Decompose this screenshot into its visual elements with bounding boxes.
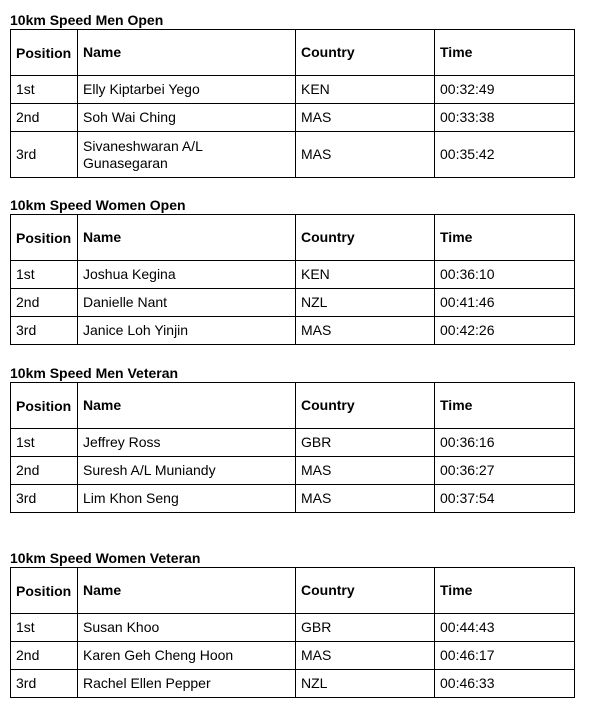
cell-name: Karen Geh Cheng Hoon (78, 642, 296, 670)
cell-name: Janice Loh Yinjin (78, 317, 296, 345)
cell-position: 1st (11, 261, 78, 289)
cell-name: Danielle Nant (78, 289, 296, 317)
results-table (10, 29, 575, 178)
header-row (11, 30, 575, 76)
table-row (11, 261, 575, 289)
cell-position: 2nd (11, 642, 78, 670)
cell-time: 00:46:33 (435, 670, 575, 698)
header-row (11, 568, 575, 614)
results-table (10, 382, 575, 513)
table-row (11, 76, 575, 104)
results-table (10, 567, 575, 698)
table-row (11, 104, 575, 132)
table-row (11, 457, 575, 485)
cell-name: Sivaneshwaran A/L Gunasegaran (78, 132, 296, 178)
cell-country: GBR (296, 429, 435, 457)
cell-time: 00:42:26 (435, 317, 575, 345)
cell-country: MAS (296, 485, 435, 513)
header-time: Time (435, 30, 575, 76)
cell-country: MAS (296, 317, 435, 345)
header-name: Name (78, 383, 296, 429)
cell-position: 2nd (11, 289, 78, 317)
cell-position: 2nd (11, 457, 78, 485)
section-title: 10km Speed Men Open (10, 12, 164, 28)
header-time: Time (435, 568, 575, 614)
cell-country: MAS (296, 642, 435, 670)
cell-name: Rachel Ellen Pepper (78, 670, 296, 698)
cell-time: 00:36:27 (435, 457, 575, 485)
header-row (11, 383, 575, 429)
section-title: 10km Speed Women Open (10, 197, 186, 213)
cell-country: KEN (296, 76, 435, 104)
header-position: Position (11, 568, 78, 614)
header-row (11, 215, 575, 261)
cell-time: 00:37:54 (435, 485, 575, 513)
header-name: Name (78, 568, 296, 614)
section-men-open (10, 12, 574, 178)
cell-position: 3rd (11, 485, 78, 513)
cell-position: 3rd (11, 132, 78, 178)
cell-country: MAS (296, 457, 435, 485)
cell-name: Soh Wai Ching (78, 104, 296, 132)
section-women-veteran (10, 550, 574, 698)
header-position: Position (11, 383, 78, 429)
cell-time: 00:32:49 (435, 76, 575, 104)
header-time: Time (435, 383, 575, 429)
cell-name: Susan Khoo (78, 614, 296, 642)
cell-time: 00:36:10 (435, 261, 575, 289)
header-name: Name (78, 215, 296, 261)
cell-position: 3rd (11, 317, 78, 345)
header-country: Country (296, 383, 435, 429)
cell-country: KEN (296, 261, 435, 289)
cell-position: 3rd (11, 670, 78, 698)
header-country: Country (296, 30, 435, 76)
cell-country: MAS (296, 132, 435, 178)
cell-time: 00:33:38 (435, 104, 575, 132)
results-table (10, 214, 575, 345)
cell-name: Suresh A/L Muniandy (78, 457, 296, 485)
header-country: Country (296, 568, 435, 614)
table-row (11, 429, 575, 457)
cell-country: NZL (296, 289, 435, 317)
table-row (11, 132, 575, 178)
cell-name: Jeffrey Ross (78, 429, 296, 457)
section-title: 10km Speed Men Veteran (10, 365, 179, 381)
cell-name: Lim Khon Seng (78, 485, 296, 513)
cell-time: 00:35:42 (435, 132, 575, 178)
header-position: Position (11, 215, 78, 261)
table-row (11, 642, 575, 670)
header-time: Time (435, 215, 575, 261)
cell-name: Joshua Kegina (78, 261, 296, 289)
cell-country: GBR (296, 614, 435, 642)
table-row (11, 317, 575, 345)
cell-position: 1st (11, 614, 78, 642)
cell-time: 00:41:46 (435, 289, 575, 317)
cell-position: 2nd (11, 104, 78, 132)
header-position: Position (11, 30, 78, 76)
cell-time: 00:36:16 (435, 429, 575, 457)
cell-position: 1st (11, 76, 78, 104)
cell-country: MAS (296, 104, 435, 132)
table-row (11, 289, 575, 317)
header-country: Country (296, 215, 435, 261)
header-name: Name (78, 30, 296, 76)
table-row (11, 614, 575, 642)
cell-time: 00:46:17 (435, 642, 575, 670)
section-women-open (10, 197, 574, 345)
cell-country: NZL (296, 670, 435, 698)
section-title: 10km Speed Women Veteran (10, 550, 201, 566)
cell-position: 1st (11, 429, 78, 457)
table-row (11, 485, 575, 513)
table-row (11, 670, 575, 698)
cell-name: Elly Kiptarbei Yego (78, 76, 296, 104)
section-men-veteran (10, 365, 574, 513)
cell-time: 00:44:43 (435, 614, 575, 642)
